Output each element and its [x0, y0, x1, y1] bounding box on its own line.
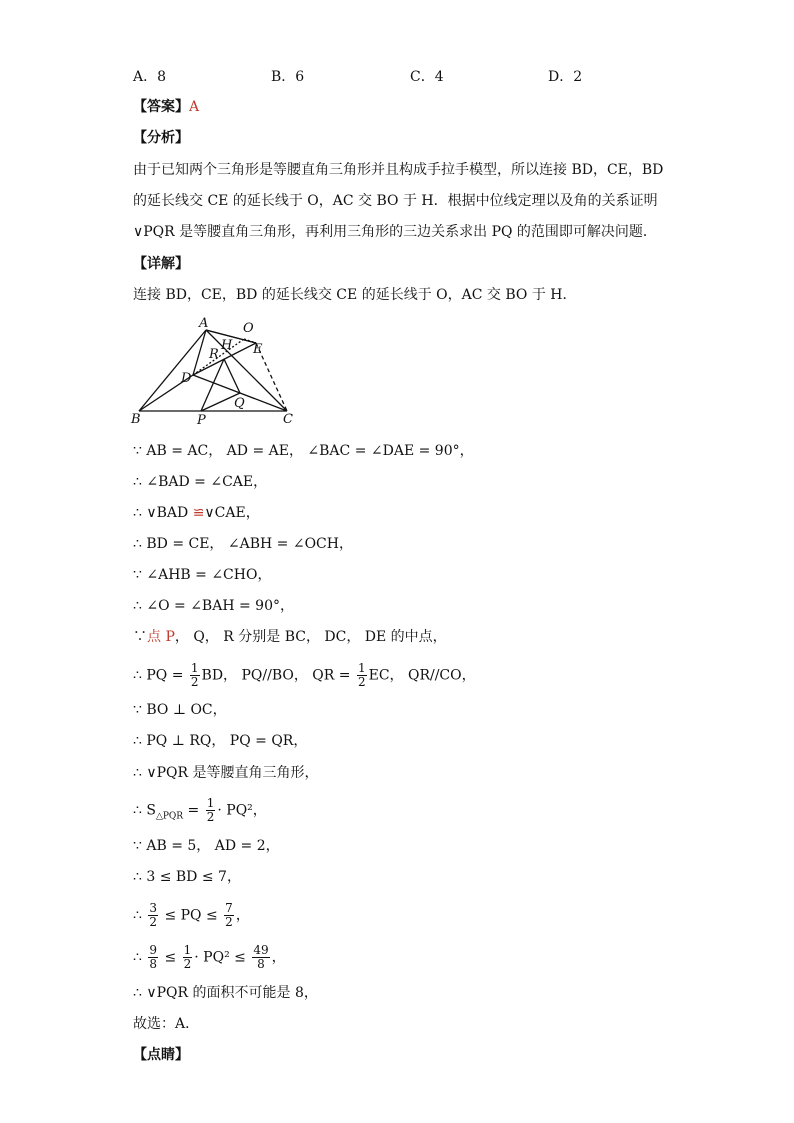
fraction-num: 49 — [253, 943, 269, 957]
label-p: P — [197, 413, 206, 428]
step-7 — [133, 627, 447, 647]
fraction-den: 2 — [183, 957, 192, 971]
step-4: ∴ BD = CE， ∠ABH = ∠OCH， — [133, 536, 353, 552]
fraction-half-2 — [357, 662, 367, 689]
detail-label: 【详解】 — [133, 256, 189, 272]
step-3-congruent: ≌ — [192, 505, 205, 521]
label-h: H — [221, 338, 233, 353]
fraction-half-3 — [206, 797, 216, 824]
area-subscript: △PQR — [155, 811, 184, 822]
step-3 — [133, 503, 260, 523]
option-d: D．2 — [548, 69, 583, 85]
step-9: ∵ BO ⊥ OC， — [133, 702, 227, 718]
label-q: Q — [234, 396, 245, 411]
answer-label: 【答案】 — [133, 99, 189, 115]
step-16-b: ≤ — [160, 949, 181, 966]
option-b: B．6 — [271, 69, 305, 85]
fraction-num: 1 — [183, 943, 192, 957]
step-3-a: ∴ ∨BAD — [133, 505, 193, 521]
fraction-3-2 — [148, 902, 158, 929]
step-8-b: BD， PQ//BO， QR = — [201, 667, 355, 684]
fraction-num: 1 — [357, 661, 366, 675]
fraction-num: 3 — [149, 901, 157, 915]
step-12-a: ∴ S — [133, 802, 156, 819]
answer-line — [133, 97, 199, 117]
detail-intro: 连接 BD，CE，BD 的延长线交 CE 的延长线于 O，AC 交 BO 于 H． — [133, 287, 577, 303]
step-16 — [133, 944, 286, 971]
fraction-7-2 — [224, 902, 234, 929]
fraction-den: 8 — [257, 957, 265, 971]
step-16-a: ∴ — [133, 949, 147, 966]
step-17: ∴ ∨PQR 的面积不可能是 8， — [133, 985, 318, 1001]
segment-ab — [139, 330, 206, 411]
step-8-c: EC， QR//CO， — [368, 667, 476, 684]
fraction-den: 2 — [149, 915, 157, 929]
fraction-num: 9 — [149, 943, 157, 957]
step-15-b: ≤ PQ ≤ — [160, 907, 223, 924]
fraction-den: 2 — [206, 810, 215, 824]
comment-label: 【点睛】 — [133, 1047, 189, 1063]
step-13: ∵ AB = 5， AD = 2， — [133, 838, 280, 854]
step-12 — [133, 797, 267, 826]
fraction-49-8 — [252, 944, 269, 971]
step-7-point-p: 点 P — [147, 629, 175, 645]
fraction-den: 8 — [149, 957, 157, 971]
answer-value: A — [189, 99, 200, 115]
step-16-c: · PQ² ≤ — [194, 949, 251, 966]
step-6: ∴ ∠O = ∠BAH = 90°， — [133, 598, 294, 614]
fraction-num: 7 — [225, 901, 233, 915]
analysis-label: 【分析】 — [133, 130, 189, 146]
step-12-c: · PQ²， — [217, 802, 267, 819]
segment-ad — [193, 330, 206, 375]
step-8-a: ∴ PQ = — [133, 667, 188, 684]
step-10: ∴ PQ ⊥ RQ， PQ = QR， — [133, 733, 308, 749]
step-3-c: ∨CAE， — [204, 505, 260, 521]
fraction-den: 2 — [357, 675, 366, 689]
fraction-9-8 — [148, 944, 158, 971]
step-14: ∴ 3 ≤ BD ≤ 7， — [133, 869, 241, 885]
fraction-den: 2 — [225, 915, 233, 929]
option-a: A．8 — [133, 69, 167, 85]
label-r: R — [209, 347, 219, 362]
step-7-a: ∵ — [133, 629, 147, 645]
fraction-1-2 — [183, 944, 193, 971]
step-15 — [133, 902, 250, 929]
step-15-a: ∴ — [133, 907, 147, 924]
geometry-figure — [125, 315, 295, 430]
step-8 — [133, 662, 476, 689]
step-7-c: ， Q， R 分别是 BC， DC， DE 的中点， — [174, 629, 447, 645]
label-c: C — [283, 412, 293, 427]
label-e: E — [253, 342, 263, 357]
fraction-num: 1 — [206, 796, 215, 810]
analysis-line-2: 的延长线交 CE 的延长线于 O，AC 交 BO 于 H．根据中位线定理以及角的关系证明 — [133, 193, 658, 209]
step-15-c: ， — [235, 907, 250, 924]
step-2: ∴ ∠BAD = ∠CAE， — [133, 474, 268, 490]
step-12-b: = — [183, 802, 204, 819]
step-16-d: ， — [271, 949, 286, 966]
label-o: O — [243, 321, 254, 336]
step-18: 故选：A． — [133, 1016, 200, 1032]
fraction-num: 1 — [190, 661, 199, 675]
label-b: B — [131, 412, 141, 427]
analysis-line-1: 由于已知两个三角形是等腰直角三角形并且构成手拉手模型，所以连接 BD，CE，BD — [133, 162, 664, 178]
step-5: ∵ ∠AHB = ∠CHO， — [133, 567, 272, 583]
fraction-half-1 — [190, 662, 200, 689]
option-c: C．4 — [410, 69, 444, 85]
segment-ac — [206, 330, 287, 411]
step-11: ∴ ∨PQR 是等腰直角三角形， — [133, 765, 319, 781]
label-a: A — [199, 316, 209, 331]
analysis-line-3: ∨PQR 是等腰直角三角形，再利用三角形的三边关系求出 PQ 的范围即可解决问题． — [133, 224, 657, 240]
fraction-den: 2 — [190, 675, 199, 689]
label-d: D — [181, 371, 192, 386]
step-1: ∵ AB = AC， AD = AE， ∠BAC = ∠DAE = 90°， — [133, 443, 474, 459]
